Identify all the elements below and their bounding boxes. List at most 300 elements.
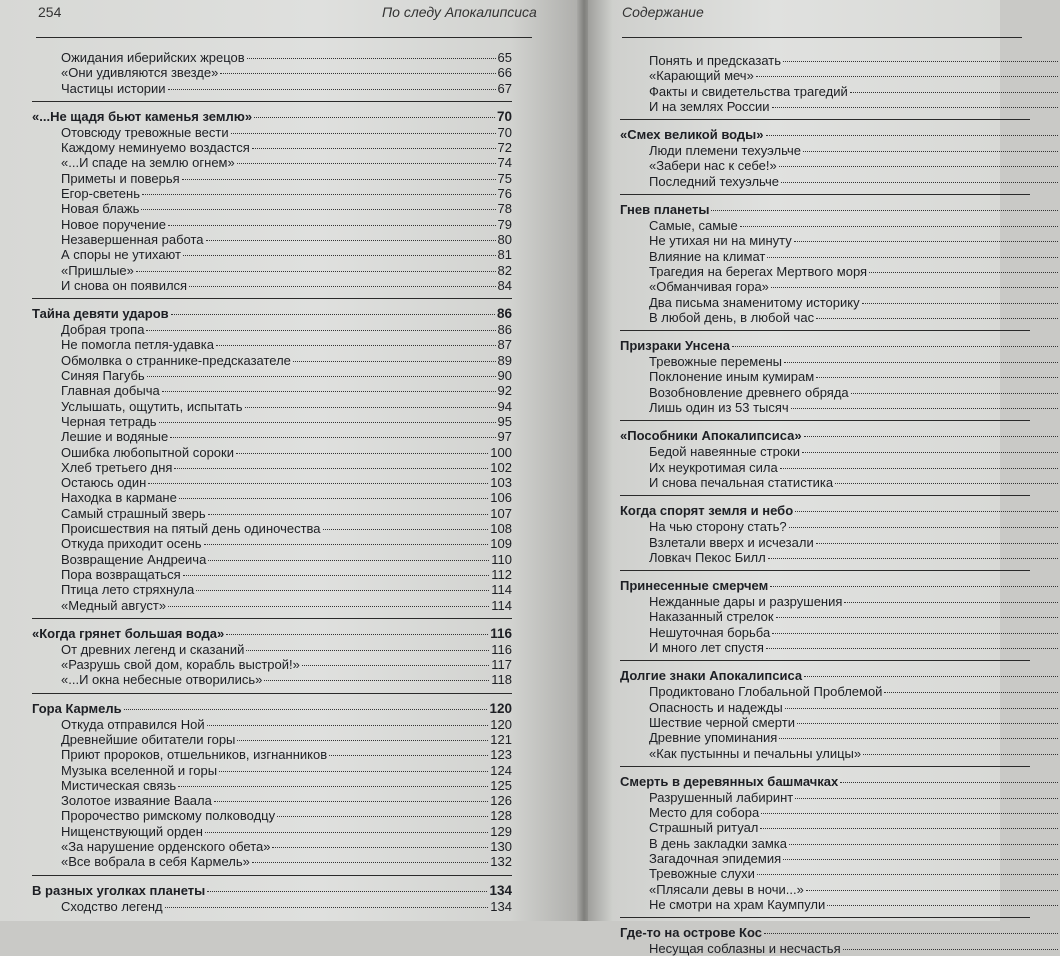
dot-leader (237, 740, 488, 741)
toc-entry-page: 120 (490, 716, 512, 732)
dot-leader (246, 650, 489, 651)
toc-entry-title: «...И окна небесные отворились» (61, 672, 263, 688)
dot-leader (214, 801, 488, 802)
toc-entry (32, 778, 512, 793)
toc-entry-title: Тревожные перемены (649, 354, 782, 370)
toc-chapter-entry (620, 774, 1060, 790)
toc-entry-page: 129 (490, 823, 512, 839)
toc-entry (32, 337, 512, 352)
toc-entry (32, 824, 512, 839)
toc-entry-title: Не помогла петля-удавка (61, 337, 215, 353)
toc-entry-page: 126 (490, 793, 512, 809)
dot-leader (767, 257, 1058, 258)
toc-entry-title: Трагедия на берегах Мертвого моря (649, 263, 868, 279)
toc-entry-title: Гнев планеты (620, 202, 710, 218)
toc-entry-title: Черная тетрадь (61, 413, 157, 429)
dot-leader (768, 558, 1058, 559)
toc-entry (620, 295, 1060, 310)
dot-leader (835, 483, 1058, 484)
toc-entry-page: 86 (496, 306, 512, 322)
toc-entry-title: Отовсюду тревожные вести (61, 124, 229, 140)
toc-entry (620, 174, 1060, 189)
dot-leader (711, 210, 1058, 211)
dot-leader (827, 905, 1058, 906)
toc-entry-title: Возвращение Андреича (61, 551, 207, 567)
toc-entry-title: Самый страшный зверь (61, 505, 206, 521)
dot-leader (254, 117, 495, 118)
dot-leader (206, 240, 496, 241)
toc-entry-title: Разрушенный лабиринт (649, 789, 794, 805)
toc-entry (32, 217, 512, 232)
toc-entry-page: 132 (490, 854, 512, 870)
toc-entry-page: 120 (489, 700, 512, 716)
toc-entry-page: 78 (497, 201, 512, 217)
toc-entry-page: 112 (491, 566, 512, 582)
toc-entry (32, 717, 512, 732)
dot-leader (179, 498, 488, 499)
dot-leader (776, 617, 1058, 618)
toc-entry-title: Принесенные смерчем (620, 578, 769, 594)
dot-leader (771, 287, 1058, 288)
toc-entry (32, 399, 512, 414)
toc-entry-title: Приют пророков, отшельников, изгнанников (61, 747, 328, 763)
toc-entry-title: Хлеб третьего дня (61, 459, 173, 475)
chapter-separator (620, 917, 1030, 918)
dot-leader (159, 422, 496, 423)
toc-entry-page: 95 (497, 413, 512, 429)
dot-leader (783, 859, 1058, 860)
toc-chapter-entry (620, 202, 1060, 218)
dot-leader (863, 754, 1058, 755)
dot-leader (764, 933, 1058, 934)
toc-entry-title: Продиктовано Глобальной Проблемой (649, 684, 883, 700)
toc-entry (32, 808, 512, 823)
toc-entry (32, 368, 512, 383)
toc-entry (32, 247, 512, 262)
toc-entry-page: 110 (491, 551, 512, 567)
dot-leader (760, 828, 1058, 829)
chapter-separator (620, 495, 1030, 496)
dot-leader (862, 303, 1058, 304)
dot-leader (236, 453, 488, 454)
dot-leader (732, 346, 1058, 347)
toc-entry-page: 92 (497, 383, 512, 399)
dot-leader (168, 89, 496, 90)
toc-entry (620, 249, 1060, 264)
toc-entry (620, 369, 1060, 384)
toc-entry (620, 805, 1060, 820)
chapter-separator (620, 330, 1030, 331)
toc-entry-title: Опасность и надежды (649, 699, 783, 715)
toc-entry-title: Птица лето стряхнула (61, 582, 195, 598)
toc-entry-title: Наказанный стрелок (649, 609, 774, 625)
toc-entry-page: 121 (490, 731, 512, 747)
dot-leader (208, 560, 489, 561)
toc-entry-title: Откуда отправился Ной (61, 716, 205, 732)
toc-entry-title: На чью сторону стать? (649, 519, 787, 535)
dot-leader (141, 209, 495, 210)
toc-entry-title: «Когда грянет большая вода» (32, 625, 225, 641)
toc-entry-title: От древних легенд и сказаний (61, 641, 245, 657)
dot-leader (147, 376, 496, 377)
dot-leader (816, 377, 1058, 378)
dot-leader (196, 590, 489, 591)
toc-entry-page: 66 (497, 65, 512, 81)
toc-entry (32, 232, 512, 247)
toc-entry-title: «Они удивляются звезде» (61, 65, 219, 81)
toc-entry-title: Когда спорят земля и небо (620, 503, 794, 519)
toc-entry-page: 109 (490, 536, 512, 552)
toc-entry (620, 264, 1060, 279)
toc-entry-page: 80 (497, 231, 512, 247)
toc-entry-title: Сходство легенд (61, 898, 163, 914)
dot-leader (802, 452, 1058, 453)
chapter-separator (620, 766, 1030, 767)
dot-leader (277, 816, 488, 817)
toc-entry (620, 53, 1060, 68)
dot-leader (293, 361, 496, 362)
dot-leader (220, 73, 495, 74)
toc-entry-page: 114 (491, 582, 512, 598)
toc-entry-title: Самые, самые (649, 218, 738, 234)
toc-entry (32, 140, 512, 155)
toc-entry-title: «Обманчивая гора» (649, 279, 769, 295)
toc-entry-page: 65 (497, 50, 512, 65)
toc-entry (32, 445, 512, 460)
toc-entry-page: 67 (497, 80, 512, 96)
toc-entry (620, 68, 1060, 83)
toc-entry (620, 218, 1060, 233)
toc-entry (620, 233, 1060, 248)
dot-leader (840, 782, 1058, 783)
toc-entry-title: Их неукротимая сила (649, 459, 778, 475)
dot-leader (851, 393, 1058, 394)
toc-entry-title: Не смотри на храм Каумпули (649, 896, 826, 912)
dot-leader (124, 709, 488, 710)
toc-entry (620, 640, 1060, 655)
toc-chapter-entry (32, 306, 512, 322)
toc-entry-title: Мистическая связь (61, 777, 177, 793)
toc-entry-title: Бедой навеянные строки (649, 444, 801, 460)
toc-entry (620, 550, 1060, 565)
toc-entry-title: Нежданные дары и разрушения (649, 594, 843, 610)
toc-entry (620, 730, 1060, 745)
dot-leader (779, 166, 1058, 167)
toc-entry-page: 125 (490, 777, 512, 793)
dot-leader (770, 586, 1058, 587)
toc-entry (32, 793, 512, 808)
toc-entry-title: Долгие знаки Апокалипсиса (620, 668, 803, 684)
toc-chapter-entry (32, 626, 512, 642)
dot-leader (245, 407, 496, 408)
toc-chapter-entry (32, 109, 512, 125)
dot-leader (816, 318, 1058, 319)
dot-leader (757, 874, 1058, 875)
toc-entry-page: 90 (497, 368, 512, 384)
running-title-right: Содержание (622, 4, 704, 20)
dot-leader (740, 226, 1058, 227)
dot-leader (869, 272, 1058, 273)
dot-leader (204, 544, 489, 545)
toc-entry-title: Незавершенная работа (61, 231, 204, 247)
dot-leader (142, 194, 496, 195)
chapter-separator (32, 875, 512, 876)
toc-entry-page: 75 (497, 170, 512, 186)
chapter-separator (620, 420, 1030, 421)
toc-entry-title: «Разрушь свой дом, корабль выстрой!» (61, 657, 300, 673)
page-number: 254 (38, 4, 62, 20)
dot-leader (162, 391, 496, 392)
toc-entry-page: 74 (497, 155, 512, 171)
toc-entry-page: 100 (490, 444, 512, 460)
toc-entry-title: Факты и свидетельства трагедий (649, 83, 848, 99)
toc-entry (32, 429, 512, 444)
toc-entry-title: Золотое изваяние Ваала (61, 793, 212, 809)
dot-leader (772, 633, 1058, 634)
toc-entry-title: Новая блажь (61, 201, 140, 217)
toc-entry-title: Егор-светень (61, 186, 140, 202)
dot-leader (207, 725, 489, 726)
toc-entry (32, 155, 512, 170)
toc-entry (32, 854, 512, 869)
toc-entry-title: Понять и предсказать (649, 53, 781, 68)
toc-chapter-entry (32, 883, 512, 899)
toc-entry (32, 263, 512, 278)
toc-entry-page: 124 (490, 762, 512, 778)
dot-leader (207, 891, 487, 892)
dot-leader (171, 314, 495, 315)
dot-leader (884, 692, 1058, 693)
dot-leader (247, 58, 496, 59)
dot-leader (804, 436, 1058, 437)
toc-entry-title: Несущая соблазны и несчастья (649, 941, 841, 956)
dot-leader (783, 61, 1058, 62)
toc-entry-title: Приметы и поверья (61, 170, 180, 186)
toc-entry-title: Пророчество римскому полководцу (61, 808, 276, 824)
dot-leader (231, 133, 496, 134)
toc-entry-title: Возобновление древнего обряда (649, 384, 849, 400)
chapter-separator (620, 660, 1030, 661)
toc-entry-title: Происшествия на пятый день одиночества (61, 521, 321, 537)
toc-entry (32, 414, 512, 429)
dot-leader (252, 148, 496, 149)
dot-leader (165, 907, 489, 908)
dot-leader (779, 738, 1058, 739)
toc-entry-page: 128 (490, 808, 512, 824)
toc-entry (620, 143, 1060, 158)
toc-entry (32, 567, 512, 582)
toc-entry (32, 598, 512, 613)
dot-leader (183, 575, 490, 576)
toc-entry (620, 400, 1060, 415)
dot-leader (795, 511, 1058, 512)
toc-entry-page: 81 (497, 247, 512, 263)
toc-entry-title: «Все вобрала в себя Кармель» (61, 854, 250, 870)
running-title-left: По следу Апокалипсиса (382, 4, 537, 20)
toc-entry-page: 106 (490, 490, 512, 506)
dot-leader (205, 832, 488, 833)
toc-entry-title: Люди племени техуэльче (649, 143, 801, 159)
toc-entry (620, 836, 1060, 851)
toc-entry-page: 130 (490, 839, 512, 855)
toc-entry-page: 134 (490, 898, 512, 914)
toc-entry (620, 84, 1060, 99)
dot-leader (216, 345, 496, 346)
toc-entry (32, 582, 512, 597)
toc-entry (620, 460, 1060, 475)
toc-entry-title: Пора возвращаться (61, 566, 181, 582)
dot-leader (794, 241, 1058, 242)
dot-leader (264, 680, 489, 681)
toc-entry (32, 672, 512, 687)
toc-entry-title: Обмолвка о страннике-предсказателе (61, 352, 291, 368)
dot-leader (189, 286, 495, 287)
toc-entry (32, 747, 512, 762)
toc-entry-title: Каждому неминуемо воздастся (61, 140, 250, 156)
toc-entry (32, 125, 512, 140)
toc-entry-title: Остаюсь один (61, 475, 147, 491)
toc-entry (32, 839, 512, 854)
toc-entry (620, 594, 1060, 609)
toc-entry-title: Частицы истории (61, 80, 166, 96)
toc-entry (32, 732, 512, 747)
chapter-separator (620, 119, 1030, 120)
toc-entry-page: 134 (489, 882, 512, 898)
dot-leader (789, 844, 1058, 845)
dot-leader (804, 676, 1058, 677)
toc-entry (32, 490, 512, 505)
toc-entry-page: 79 (497, 216, 512, 232)
toc-entry (620, 851, 1060, 866)
toc-entry-page: 108 (490, 521, 512, 537)
chapter-separator (32, 101, 512, 102)
toc-entry-title: Влияние на климат (649, 248, 766, 264)
toc-entry-title: «...Не щадя бьют каменья землю» (32, 108, 253, 124)
toc-chapter-entry (620, 503, 1060, 519)
toc-entry (32, 899, 512, 914)
toc-entry-title: «За нарушение орденского обета» (61, 839, 271, 855)
toc-chapter-entry (620, 578, 1060, 594)
header-rule-right (622, 37, 1022, 38)
toc-entry-page: 94 (497, 398, 512, 414)
dot-leader (148, 483, 488, 484)
right-page (588, 0, 1000, 956)
dot-leader (168, 606, 489, 607)
toc-entry-title: Ловкач Пекос Билл (649, 549, 766, 565)
dot-leader (766, 648, 1058, 649)
toc-chapter-entry (32, 701, 512, 717)
toc-entry-title: В любой день, в любой час (649, 309, 815, 325)
toc-entry-title: Место для собора (649, 805, 760, 821)
toc-entry-title: «Забери нас к себе!» (649, 158, 777, 174)
toc-entry (620, 99, 1060, 114)
dot-leader (789, 527, 1058, 528)
toc-entry-title: Взлетали вверх и исчезали (649, 534, 814, 550)
toc-entry-title: «Как пустынны и печальны улицы» (649, 745, 862, 761)
toc-entry-title: Ожидания иберийских жрецов (61, 50, 245, 65)
toc-entry (620, 897, 1060, 912)
chapter-separator (620, 570, 1030, 571)
toc-entry-page: 70 (497, 124, 512, 140)
toc-entry (620, 354, 1060, 369)
dot-leader (795, 798, 1058, 799)
toc-left (32, 50, 512, 914)
toc-entry (620, 866, 1060, 881)
toc-entry-page: 97 (497, 429, 512, 445)
dot-leader (756, 76, 1058, 77)
dot-leader (772, 107, 1058, 108)
dot-leader (844, 602, 1058, 603)
toc-entry-title: Страшный ритуал (649, 820, 759, 836)
chapter-separator (32, 693, 512, 694)
toc-entry-title: Лешие и водяные (61, 429, 169, 445)
toc-entry-page: 86 (497, 322, 512, 338)
toc-entry-title: Древнейшие обитатели горы (61, 731, 236, 747)
dot-leader (219, 771, 488, 772)
toc-entry-title: Загадочная эпидемия (649, 850, 782, 866)
toc-entry (32, 521, 512, 536)
toc-entry-title: А споры не утихают (61, 247, 181, 263)
toc-chapter-entry (620, 668, 1060, 684)
toc-entry (620, 279, 1060, 294)
toc-entry (620, 715, 1060, 730)
toc-entry-title: В разных уголках планеты (32, 882, 206, 898)
toc-entry (620, 519, 1060, 534)
toc-entry-page: 84 (497, 277, 512, 293)
dot-leader (182, 179, 496, 180)
chapter-separator (32, 618, 512, 619)
toc-entry-title: Главная добыча (61, 383, 160, 399)
toc-entry (32, 353, 512, 368)
toc-entry (620, 684, 1060, 699)
toc-entry (32, 475, 512, 490)
dot-leader (780, 468, 1058, 469)
toc-entry-page: 76 (497, 186, 512, 202)
toc-entry-title: «Смех великой воды» (620, 127, 764, 143)
toc-entry-title: И на землях России (649, 98, 770, 114)
toc-entry-title: Последний техуэльче (649, 173, 779, 189)
toc-entry-title: «Медный август» (61, 597, 167, 613)
dot-leader (226, 634, 488, 635)
toc-entry-title: И снова он появился (61, 277, 188, 293)
toc-entry-title: Поклонение иным кумирам (649, 369, 815, 385)
toc-entry-page: 118 (491, 672, 512, 688)
dot-leader (170, 437, 495, 438)
toc-entry (32, 506, 512, 521)
toc-entry-page: 117 (491, 657, 512, 673)
dot-leader (168, 225, 496, 226)
dot-leader (803, 151, 1058, 152)
toc-entry (620, 790, 1060, 805)
dot-leader (329, 755, 488, 756)
toc-entry-page: 123 (490, 747, 512, 763)
dot-leader (766, 135, 1059, 136)
toc-entry-title: Где-то на острове Кос (620, 925, 762, 941)
dot-leader (208, 514, 489, 515)
toc-entry-title: Ошибка любопытной сороки (61, 444, 234, 460)
toc-entry-title: Тревожные слухи (649, 866, 755, 882)
toc-entry (32, 642, 512, 657)
toc-entry-title: Добрая тропа (61, 322, 145, 338)
toc-entry-title: «Пришлые» (61, 262, 134, 278)
toc-entry (32, 536, 512, 551)
toc-entry (32, 322, 512, 337)
toc-entry-title: И много лет спустя (649, 640, 764, 656)
chapter-separator (620, 194, 1030, 195)
toc-entry-title: Два письма знаменитому историку (649, 294, 860, 310)
toc-entry (32, 50, 512, 65)
dot-leader (791, 408, 1058, 409)
